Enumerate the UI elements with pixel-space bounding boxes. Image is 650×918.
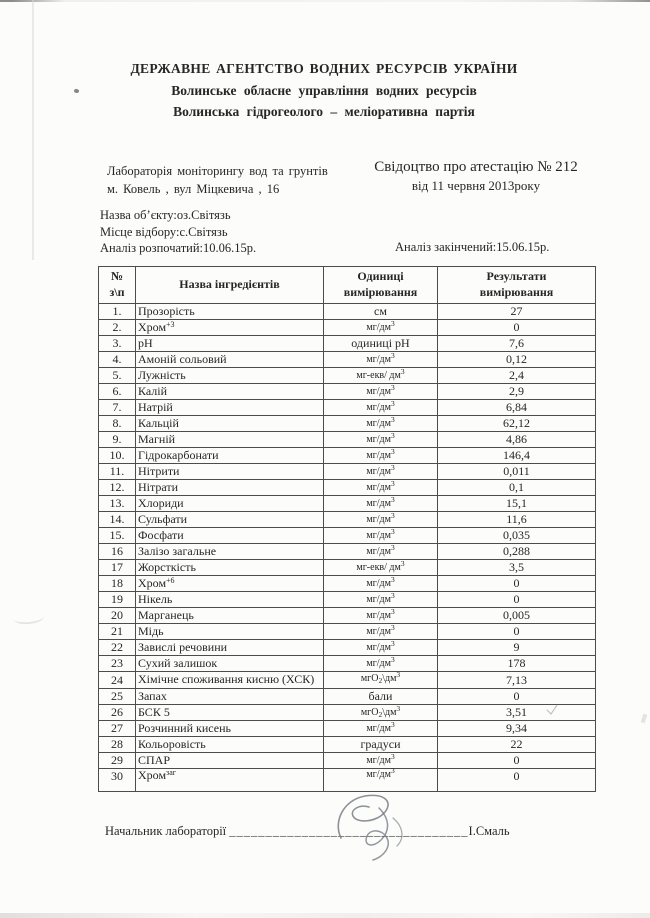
- measurement-unit: $мг/дм^3$: [324, 464, 438, 480]
- measurement-unit: $мг/дм^3$: [324, 624, 438, 640]
- table-row: [99, 753, 596, 769]
- table-row: [99, 592, 596, 608]
- column-header-number: [99, 267, 136, 304]
- ingredient-name: Хром$^{+6}$: [136, 576, 324, 592]
- table-row: [99, 480, 596, 496]
- measurement-result: 3,5: [438, 560, 596, 576]
- table-row: [99, 448, 596, 464]
- table-row: [99, 544, 596, 560]
- row-number: 3.: [99, 336, 136, 352]
- measurement-unit: $мг/дм^3$: [324, 432, 438, 448]
- measurement-result: 0,12: [438, 352, 596, 368]
- measurement-unit: мг-екв/ $дм^3$: [324, 368, 438, 384]
- laboratory-name: Лабораторія моніторингу вод та грунтів: [107, 164, 328, 178]
- column-header-ingredient: Назва інгредієнтів: [136, 267, 324, 304]
- measurement-result: 2,4: [438, 368, 596, 384]
- measurement-unit: $мг/дм^3$: [324, 544, 438, 560]
- measurement-unit: $мг/дм^3$: [324, 528, 438, 544]
- ingredient-name: Хром$^{+3}$: [136, 320, 324, 336]
- measurement-unit: $мг/дм^3$: [324, 320, 438, 336]
- table-row: [99, 624, 596, 640]
- measurement-result: 0: [438, 769, 596, 792]
- party-title: Волинська гідрогеолого – меліоративна партія: [173, 104, 475, 119]
- row-number: 5.: [99, 368, 136, 384]
- row-number: 17: [99, 560, 136, 576]
- ingredient-name: Нітрити: [136, 464, 324, 480]
- ingredient-name: Сульфати: [136, 512, 324, 528]
- measurement-unit: мг-екв/ $дм^3$: [324, 560, 438, 576]
- table-header-row: [99, 267, 596, 304]
- measurement-result: 0,288: [438, 544, 596, 560]
- measurement-unit: одиниці рН: [324, 336, 438, 352]
- measurement-unit: $мг/дм^3$: [324, 512, 438, 528]
- handwritten-signature: [327, 788, 437, 868]
- column-header-result-line1: Результати: [486, 269, 547, 284]
- table-row: [99, 656, 596, 672]
- regional-office-title: Волинське обласне управління водних ресурсів: [171, 83, 477, 98]
- signature-block: [105, 824, 510, 839]
- row-number: 22: [99, 640, 136, 656]
- ingredient-name: Калій: [136, 384, 324, 400]
- certificate-info: [358, 158, 594, 195]
- sample-info: [100, 207, 256, 257]
- measurement-result: 22: [438, 737, 596, 753]
- measurement-result: 62,12: [438, 416, 596, 432]
- ingredient-name: Гідрокарбонати: [136, 448, 324, 464]
- table-row: [99, 384, 596, 400]
- results-table-body: [99, 304, 596, 792]
- measurement-result: 0: [438, 576, 596, 592]
- measurement-unit: $мг/дм^3$: [324, 448, 438, 464]
- ingredient-name: Кольоровість: [136, 737, 324, 753]
- measurement-unit: $мг/дм^3$: [324, 416, 438, 432]
- measurement-unit: $мг/дм^3$: [324, 640, 438, 656]
- row-number: 10.: [99, 448, 136, 464]
- ingredient-name: Нітрати: [136, 480, 324, 496]
- measurement-unit: $мг/дм^3$: [324, 608, 438, 624]
- column-header-unit-line1: Одиниці: [357, 269, 404, 284]
- measurement-unit: $мг/дм^3$: [324, 721, 438, 737]
- ingredient-name: СПАР: [136, 753, 324, 769]
- measurement-result: 6,84: [438, 400, 596, 416]
- measurement-result: 146,4: [438, 448, 596, 464]
- sampling-place: Місце відбору:с.Світязь: [100, 224, 228, 239]
- measurement-unit: $мг/дм^3$: [324, 656, 438, 672]
- ingredient-name: Фосфати: [136, 528, 324, 544]
- measurement-unit: $мг/дм^3$: [324, 384, 438, 400]
- measurement-result: 7,13: [438, 672, 596, 689]
- table-row: [99, 640, 596, 656]
- measurement-result: 9,34: [438, 721, 596, 737]
- measurement-unit: $мг/дм^3$: [324, 496, 438, 512]
- certificate-date: від 11 червня 2013року: [411, 178, 541, 193]
- ingredient-name: Хімічне споживання кисню (ХСК): [136, 672, 324, 689]
- scan-artifact-pen-smudge: [13, 610, 44, 625]
- measurement-unit: $мг/дм^3$: [324, 352, 438, 368]
- ingredient-name: Нікель: [136, 592, 324, 608]
- row-number: 19: [99, 592, 136, 608]
- measurement-unit: бали: [324, 689, 438, 705]
- row-number: 18: [99, 576, 136, 592]
- row-number: 26: [99, 705, 136, 721]
- scan-artifact-top-edge: [0, 0, 650, 2]
- scan-artifact-left-line: [32, 0, 34, 260]
- measurement-result: 0,011: [438, 464, 596, 480]
- row-number: 13.: [99, 496, 136, 512]
- row-number: 6.: [99, 384, 136, 400]
- measurement-result: 4,86: [438, 432, 596, 448]
- agency-title: ДЕРЖАВНЕ АГЕНТСТВО ВОДНИХ РЕСУРСІВ УКРАЇНИ: [130, 61, 518, 76]
- row-number: 14.: [99, 512, 136, 528]
- row-number: 8.: [99, 416, 136, 432]
- laboratory-address: м. Ковель , вул Міцкевича , 16: [107, 182, 280, 196]
- table-row: [99, 576, 596, 592]
- column-header-result: [438, 267, 596, 304]
- row-number: 7.: [99, 400, 136, 416]
- row-number: 27: [99, 721, 136, 737]
- ingredient-name: Розчинний кисень: [136, 721, 324, 737]
- table-row: [99, 737, 596, 753]
- row-number: 28: [99, 737, 136, 753]
- signatory-role: Начальник лабораторії: [105, 824, 230, 838]
- measurement-result: 0: [438, 592, 596, 608]
- measurement-result: 0: [438, 689, 596, 705]
- measurement-result: 2,9: [438, 384, 596, 400]
- row-number: 4.: [99, 352, 136, 368]
- measurement-result: 0: [438, 320, 596, 336]
- ingredient-name: Магній: [136, 432, 324, 448]
- ingredient-name: Хлориди: [136, 496, 324, 512]
- signatory-name: І.Смаль: [468, 824, 510, 838]
- column-header-result-line2: вимірювання: [479, 285, 554, 299]
- ingredient-name: Залізо загальне: [136, 544, 324, 560]
- table-row: [99, 352, 596, 368]
- row-number: 24: [99, 672, 136, 689]
- row-number: 23: [99, 656, 136, 672]
- ingredient-name: Прозорість: [136, 304, 324, 320]
- table-row: [99, 705, 596, 721]
- measurement-unit: градуси: [324, 737, 438, 753]
- measurement-result: 3,51: [438, 705, 596, 721]
- table-row: [99, 528, 596, 544]
- measurement-unit: $мг/дм^3$: [324, 592, 438, 608]
- certificate-number: Свідоцтво про атестацію № 212: [374, 159, 578, 175]
- document-header: [78, 58, 570, 122]
- ingredient-name: Лужність: [136, 368, 324, 384]
- row-number: 16: [99, 544, 136, 560]
- table-row: [99, 304, 596, 320]
- row-number: 9.: [99, 432, 136, 448]
- row-number: 21: [99, 624, 136, 640]
- measurement-result: 9: [438, 640, 596, 656]
- ingredient-name: Натрій: [136, 400, 324, 416]
- table-row: [99, 560, 596, 576]
- column-header-number-line1: №: [110, 269, 124, 284]
- row-number: 1.: [99, 304, 136, 320]
- ingredient-name: Завислі речовини: [136, 640, 324, 656]
- measurement-result: 7,6: [438, 336, 596, 352]
- pen-tick-mark: [545, 703, 559, 717]
- row-number: 30: [99, 769, 136, 792]
- measurement-unit: $мг/дм^3$: [324, 769, 438, 792]
- analysis-end-date: Аналіз закінчений:15.06.15р.: [395, 240, 550, 254]
- measurement-unit: $мг/дм^3$: [324, 753, 438, 769]
- table-row: [99, 336, 596, 352]
- measurement-result: 0: [438, 753, 596, 769]
- table-row: [99, 721, 596, 737]
- table-row: [99, 320, 596, 336]
- measurement-result: 11,6: [438, 512, 596, 528]
- column-header-unit: [324, 267, 438, 304]
- measurement-unit: $мг/дм^3$: [324, 480, 438, 496]
- measurement-result: 0,035: [438, 528, 596, 544]
- row-number: 15.: [99, 528, 136, 544]
- measurement-result: 27: [438, 304, 596, 320]
- row-number: 20: [99, 608, 136, 624]
- ingredient-name: рН: [136, 336, 324, 352]
- laboratory-info: [107, 162, 328, 198]
- row-number: 12.: [99, 480, 136, 496]
- row-number: 11.: [99, 464, 136, 480]
- measurement-result: 178: [438, 656, 596, 672]
- ingredient-name: Марганець: [136, 608, 324, 624]
- scan-artifact-right-mark: [641, 714, 648, 724]
- row-number: 25: [99, 689, 136, 705]
- ingredient-name: Кальцій: [136, 416, 324, 432]
- measurement-unit: см: [324, 304, 438, 320]
- table-row: [99, 672, 596, 689]
- object-name: Назва об’єкту:оз.Світязь: [100, 208, 231, 222]
- analysis-start-date: Аналіз розпочатий:10.06.15р.: [100, 241, 257, 255]
- column-header-number-line2: з\п: [109, 285, 125, 299]
- table-row: [99, 368, 596, 384]
- ingredient-name: БСК 5: [136, 705, 324, 721]
- scan-artifact-bottom-edge: [0, 913, 650, 918]
- ingredient-name: Сухий залишок: [136, 656, 324, 672]
- ingredient-name: Амоній сольовий: [136, 352, 324, 368]
- table-row: [99, 512, 596, 528]
- table-row: [99, 608, 596, 624]
- table-row: [99, 464, 596, 480]
- row-number: 2.: [99, 320, 136, 336]
- results-table: [98, 266, 596, 792]
- table-row: [99, 400, 596, 416]
- table-row: [99, 689, 596, 705]
- signature-line: _________________________________: [229, 824, 469, 838]
- ingredient-name: Хром$^{заг}$: [136, 769, 324, 792]
- measurement-unit: $мг/дм^3$: [324, 400, 438, 416]
- ingredient-name: Жорсткість: [136, 560, 324, 576]
- table-row: [99, 416, 596, 432]
- measurement-unit: $мгО_2\backslash дм^3$: [324, 672, 438, 689]
- table-row: [99, 496, 596, 512]
- measurement-result: 0: [438, 624, 596, 640]
- ingredient-name: Мідь: [136, 624, 324, 640]
- table-row: [99, 432, 596, 448]
- measurement-result: 0,1: [438, 480, 596, 496]
- column-header-unit-line2: вимірювання: [343, 285, 418, 299]
- row-number: 29: [99, 753, 136, 769]
- measurement-result: 15,1: [438, 496, 596, 512]
- measurement-unit: $мг/дм^3$: [324, 576, 438, 592]
- measurement-unit: $мгО_2\backslash дм^3$: [324, 705, 438, 721]
- measurement-result: 0,005: [438, 608, 596, 624]
- ingredient-name: Запах: [136, 689, 324, 705]
